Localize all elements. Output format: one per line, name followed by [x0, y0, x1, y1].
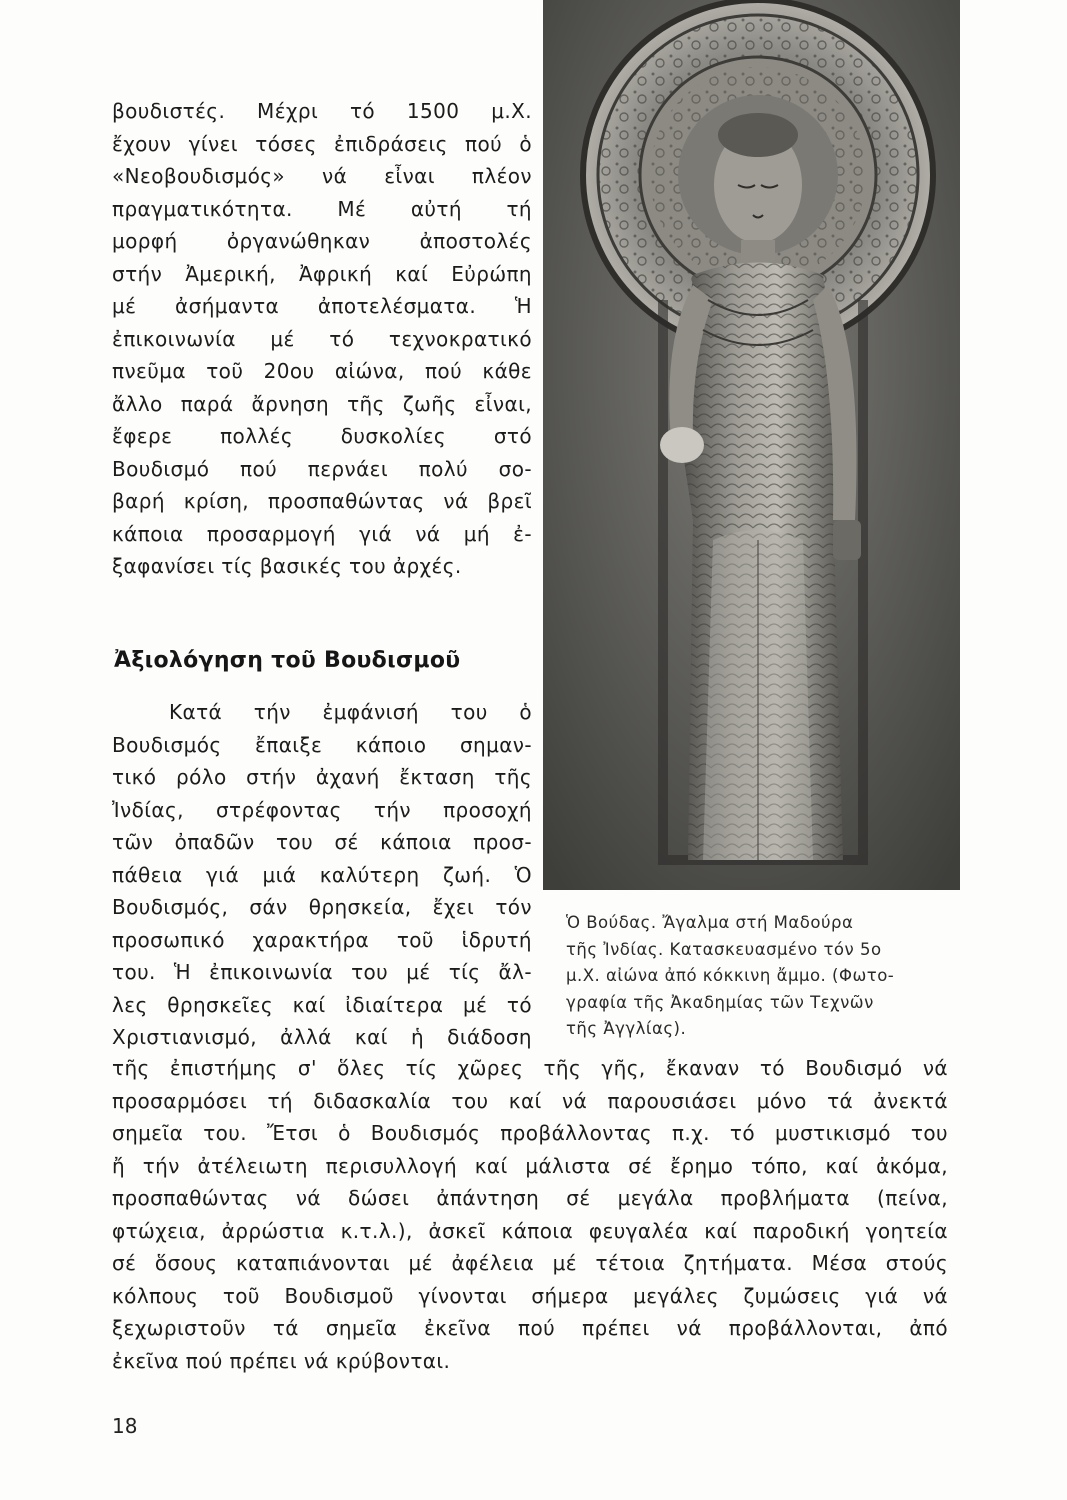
text-line: σημεῖα του. Ἔτσι ὁ Βουδισμός προβάλλοντας π.χ. τό μυστικισμό του — [112, 1121, 948, 1145]
text-line: μορφή ὀργανώθηκαν ἀποστολές — [112, 229, 532, 253]
text-line: στήν Ἀμερική, Ἀφρική καί Εὐρώπη — [112, 261, 532, 286]
caption-line: τῆς Ἰνδίας. Κατασκευασμένο τόν 5ο — [566, 939, 882, 959]
text-line: τῶν ὀπαδῶν του σέ κάποια προσ- — [112, 830, 532, 854]
text-line: προσωπικό χαρακτήρα τοῦ ἱδρυτή — [112, 927, 532, 952]
text-line: Κατά τήν ἐμφάνισή του ὁ — [169, 700, 532, 724]
text-line: βουδιστές. Μέχρι τό 1500 μ.Χ. — [112, 99, 532, 123]
text-line: Βουδισμός, σάν θρησκεία, ἔχει τόν — [112, 895, 532, 919]
text-line: λες θρησκεῖες καί ἰδιαίτερα μέ τό — [112, 992, 532, 1017]
text-line: τῆς ἐπιστήμης σ' ὅλες τίς χῶρες τῆς γῆς, ἔκαναν τό Βουδισμό νά — [112, 1056, 948, 1080]
text-line: ξαφανίσει τίς βασικές του ἀρχές. — [112, 554, 462, 578]
photo-caption — [566, 910, 958, 1043]
caption-line: μ.Χ. αἰώνα ἀπό κόκκινη ἄμμο. (Φωτο- — [566, 966, 895, 985]
text-line: «Νεοβουδισμός» νά εἶναι πλέον — [112, 164, 532, 188]
text-line: του. Ἡ ἐπικοινωνία του μέ τίς ἄλ- — [112, 960, 532, 984]
text-line: ἔχουν γίνει τόσες ἐπιδράσεις πού ὁ — [112, 131, 532, 156]
text-line: κάποια προσαρμογή γιά νά μή ἐ- — [112, 521, 532, 546]
text-line: προσαρμόσει τή διδασκαλία του καί νά παρουσιάσει μόνο τά ἀνεκτά — [112, 1088, 948, 1113]
text-line: ἤ τήν ἀτέλειωτη περισυλλογή καί μάλιστα σέ ἔρημο τόπο, καί ἀκόμα, — [112, 1153, 948, 1178]
text-line: πνεῦμα τοῦ 20ου αἰώνα, πού κάθε — [112, 359, 532, 383]
text-line: ἔφερε πολλές δυσκολίες στό — [112, 424, 532, 448]
paragraph-2 — [112, 696, 532, 1054]
text-line: ξεχωριστοῦν τά σημεῖα ἐκεῖνα πού πρέπει νά προβάλλονται, ἀπό — [112, 1316, 948, 1340]
paragraph-1 — [112, 95, 532, 583]
caption-line: τῆς Ἀγγλίας). — [566, 1019, 687, 1038]
text-line: ἄλλο παρά ἄρνηση τῆς ζωῆς εἶναι, — [112, 391, 532, 416]
text-line: Βουδισμό πού περνάει πολύ σο- — [112, 456, 532, 481]
text-line: τικό ρόλο στήν ἀχανή ἔκταση τῆς — [112, 765, 532, 789]
page-number: 18 — [112, 1414, 138, 1438]
buddha-statue-photo — [543, 0, 960, 890]
text-line: βαρή κρίση, προσπαθώντας νά βρεῖ — [112, 489, 532, 513]
caption-line: γραφία τῆς Ἀκαδημίας τῶν Τεχνῶν — [566, 992, 874, 1012]
text-line: σέ ὅσους καταπιάνονται μέ ἀφέλεια μέ τέτοια ζητήματα. Μέσα στούς — [112, 1251, 948, 1275]
text-line: ἐκεῖνα πού πρέπει νά κρύβονται. — [112, 1348, 451, 1373]
text-line: ἐπικοινωνία μέ τό τεχνοκρατικό — [112, 326, 532, 351]
caption-line: Ὁ Βούδας. Ἄγαλμα στή Μαδούρα — [566, 913, 854, 932]
text-line: προσπαθώντας νά δώσει ἀπάντηση σέ μεγάλα προβλήματα (πείνα, — [112, 1186, 948, 1210]
text-line: Ἰνδίας, στρέφοντας τήν προσοχή — [112, 797, 532, 822]
text-line: κόλπους τοῦ Βουδισμοῦ γίνονται σήμερα μεγάλες ζυμώσεις γιά νά — [112, 1283, 948, 1308]
paragraph-3 — [112, 1052, 948, 1377]
text-line: μέ ἀσήμαντα ἀποτελέσματα. Ἡ — [112, 294, 532, 318]
text-line: Χριστιανισμό, ἀλλά καί ἡ διάδοση — [112, 1025, 532, 1049]
text-line: Βουδισμός ἔπαιξε κάποιο σημαν- — [112, 732, 532, 757]
section-heading: Ἀξιολόγηση τοῦ Βουδισμοῦ — [114, 648, 461, 673]
text-line: φτώχεια, ἀρρώστια κ.τ.λ.), ἀσκεῖ κάποια φευγαλέα καί παροδική γοητεία — [112, 1218, 948, 1243]
buddha-statue-illustration — [543, 0, 960, 890]
text-line: πραγματικότητα. Μέ αὐτή τή — [112, 196, 532, 221]
text-line: πάθεια γιά μιά καλύτερη ζωή. Ὁ — [112, 862, 532, 887]
